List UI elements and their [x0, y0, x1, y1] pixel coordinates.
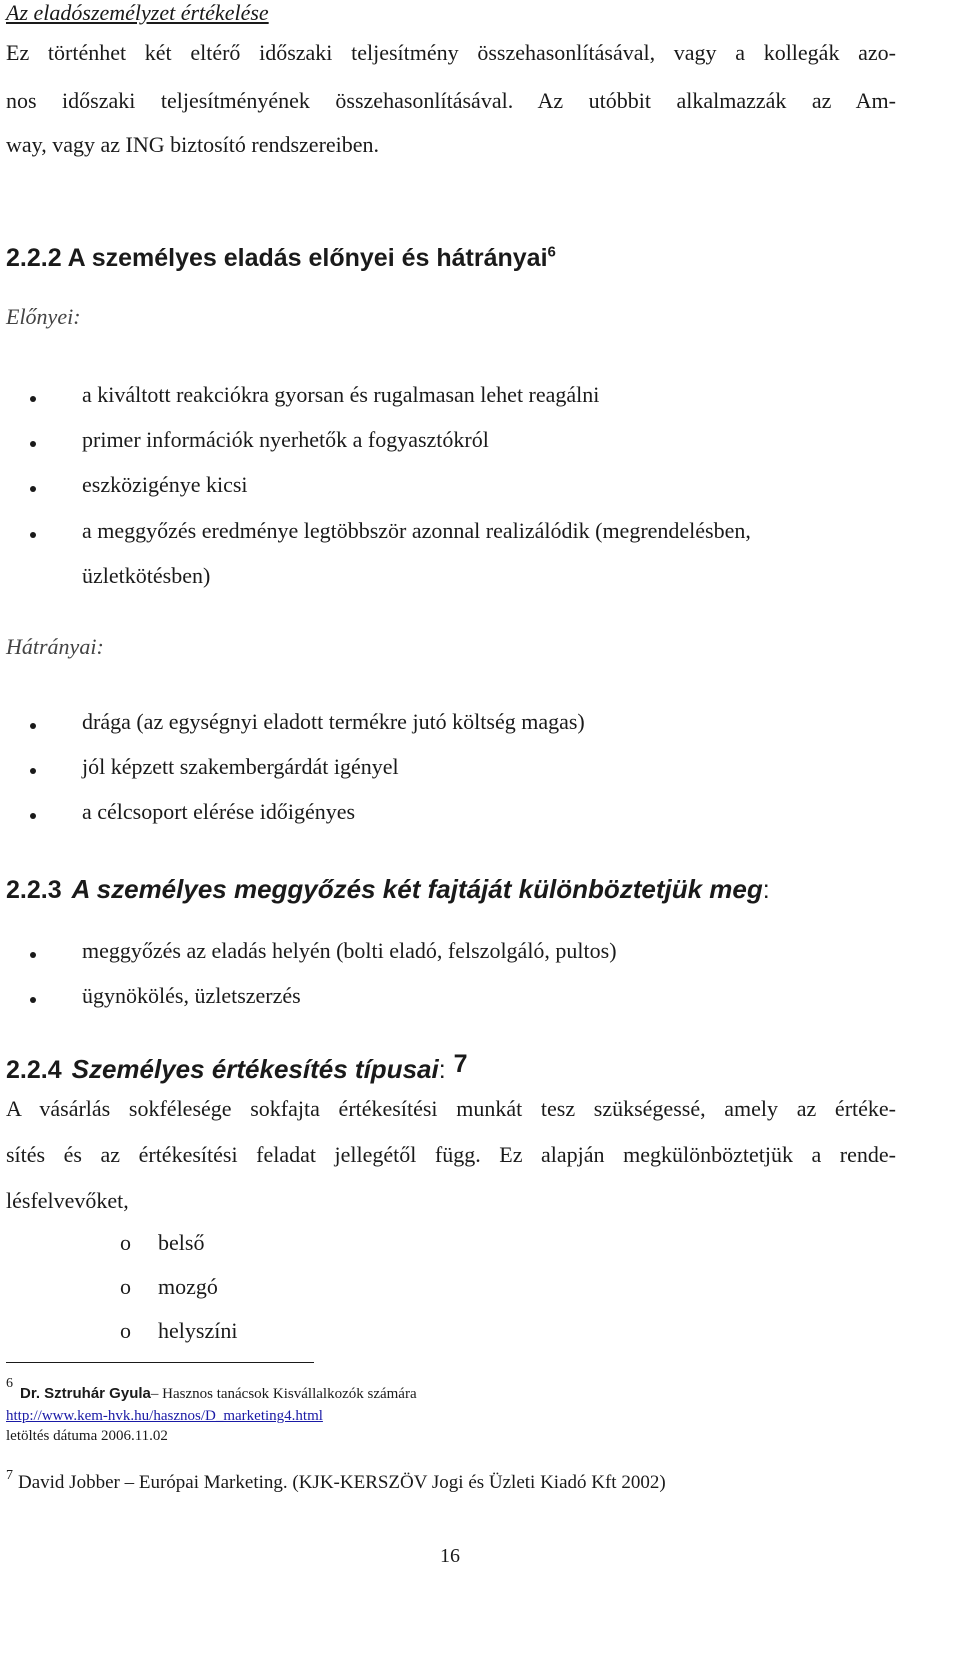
footnote-7-number: 7: [6, 1468, 13, 1483]
paragraph-line: sítés és az értékesítési feladat jellegétől függ. Ez alapján megkülönböztetjük a rende-: [6, 1142, 896, 1167]
footnote-6-link[interactable]: http://www.kem-hvk.hu/hasznos/D_marketing4.html: [6, 1408, 323, 1424]
footnote-6-number: 6: [6, 1376, 13, 1391]
paragraph-line: lésfelvevőket,: [6, 1188, 129, 1213]
bullet-icon: [30, 441, 36, 447]
footnote-ref-7[interactable]: 7: [453, 1049, 468, 1078]
sub-list-item: helyszíni: [158, 1318, 238, 1343]
heading-text: Személyes értékesítés típusai: [71, 1054, 439, 1084]
footnote-6-date: letöltés dátuma 2006.11.02: [6, 1428, 168, 1444]
list-item: a kiváltott reakciókra gyorsan és rugalmasan lehet reagálni: [82, 382, 600, 407]
heading-colon: :: [438, 1056, 446, 1084]
bullet-icon: [30, 396, 36, 402]
list-item: drága (az egységnyi eladott termékre jutó költség magas): [82, 709, 585, 734]
bullet-icon: [30, 723, 36, 729]
list-item-continuation: üzletkötésben): [82, 563, 211, 588]
bullet-icon: [30, 486, 36, 492]
heading-2-2-4: [6, 1049, 468, 1085]
heading-2-2-2: [6, 244, 556, 273]
list-item: ügynökölés, üzletszerzés: [82, 983, 301, 1008]
advantages-label: Előnyei:: [6, 304, 81, 329]
heading-colon: :: [762, 876, 770, 904]
footnote-6-citation: [20, 1385, 417, 1403]
section-title-sales-staff-evaluation: Az eladószemélyzet értékelése: [6, 0, 269, 25]
heading-text: A személyes meggyőzés két fajtáját különböztetjük meg: [71, 874, 763, 904]
heading-number: 2.2.3: [6, 876, 62, 904]
list-item: eszközigénye kicsi: [82, 472, 248, 497]
footnote-separator: [6, 1362, 314, 1363]
heading-text: 2.2.2 A személyes eladás előnyei és hátrányai: [6, 244, 548, 272]
sub-list-item: mozgó: [158, 1274, 218, 1299]
circle-bullet-icon: o: [120, 1274, 131, 1299]
sub-list-item: belső: [158, 1230, 205, 1255]
disadvantages-label: Hátrányai:: [6, 634, 104, 659]
bullet-icon: [30, 952, 36, 958]
bullet-icon: [30, 768, 36, 774]
footnote-7-text: David Jobber – Európai Marketing. (KJK-KERSZÖV Jogi és Üzleti Kiadó Kft 2002): [18, 1472, 666, 1493]
paragraph-line: nos időszaki teljesítményének összehasonlításával. Az utóbbit alkalmazzák az Am-: [6, 88, 896, 113]
heading-number: 2.2.4: [6, 1056, 62, 1084]
footnote-6-title: – Hasznos tanácsok Kisvállalkozók számára: [150, 1386, 417, 1402]
bullet-icon: [30, 997, 36, 1003]
heading-2-2-3: [6, 874, 770, 905]
list-item: meggyőzés az eladás helyén (bolti eladó, felszolgáló, pultos): [82, 938, 617, 963]
paragraph-line: A vásárlás sokfélesége sokfajta értékesítési munkát tesz szükségessé, amely az értéke-: [6, 1096, 896, 1121]
footnote-ref-6[interactable]: 6: [547, 243, 556, 261]
footnote-6-author: Dr. Sztruhár Gyula: [20, 1385, 151, 1402]
page-number: 16: [440, 1545, 460, 1567]
bullet-icon: [30, 532, 36, 538]
paragraph-line: Ez történhet két eltérő időszaki teljesítmény összehasonlításával, vagy a kollegák azo-: [6, 40, 896, 65]
list-item: primer információk nyerhetők a fogyasztókról: [82, 427, 489, 452]
paragraph-line: way, vagy az ING biztosító rendszereiben.: [6, 132, 380, 157]
bullet-icon: [30, 813, 36, 819]
circle-bullet-icon: o: [120, 1318, 131, 1343]
list-item: jól képzett szakembergárdát igényel: [82, 754, 399, 779]
list-item: a meggyőzés eredménye legtöbbször azonnal realizálódik (megrendelésben,: [82, 518, 751, 543]
list-item: a célcsoport elérése időigényes: [82, 799, 356, 824]
circle-bullet-icon: o: [120, 1230, 131, 1255]
